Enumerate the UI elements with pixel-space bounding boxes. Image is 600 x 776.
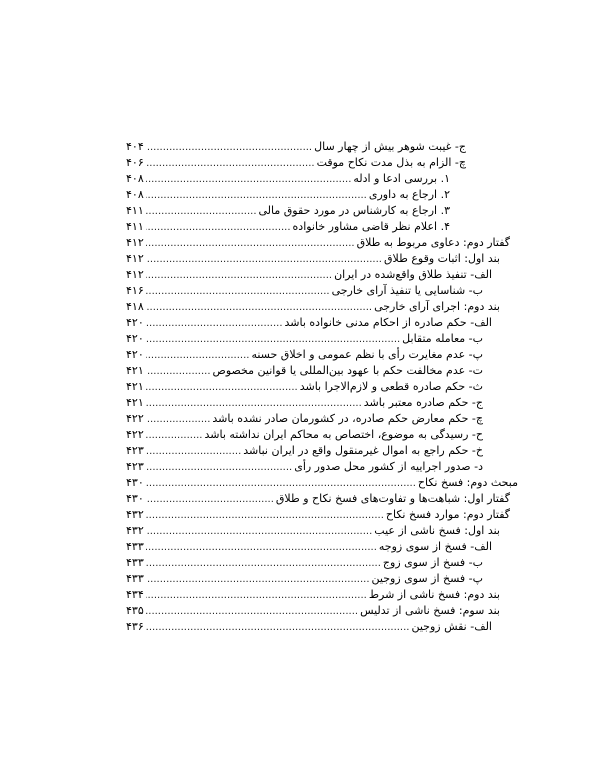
toc-entry-title: گفتار دوم: دعاوی مربوط به طلاق: [356, 236, 510, 249]
dot-leader: [146, 364, 211, 380]
toc-entry-title: ح- رسیدگی به موضوع، اختصاص به محاکم ایران نداشته باشد: [204, 428, 483, 441]
toc-entry-title: د- صدور اجراییه از کشور محل صدور رأی: [294, 460, 483, 473]
toc-row: [0, 363, 600, 379]
dot-leader: [146, 236, 355, 252]
toc-entry-title: گفتار دوم: موارد فسخ نکاح: [385, 508, 510, 521]
toc-entry-page-number: ۴۰۶: [126, 156, 144, 169]
toc-entry-page-number: ۴۳۰: [126, 476, 144, 489]
toc-entry-page-number: ۴۲۱: [126, 396, 144, 409]
toc-entry-page-number: ۴۰۸: [126, 188, 144, 201]
dot-leader: [146, 396, 362, 412]
toc-entry-title: الف- فسخ از سوی زوجه: [378, 540, 492, 553]
dot-leader: [146, 604, 358, 620]
toc-entry-title: ب- معامله متقابل: [402, 332, 483, 345]
toc-row: [0, 347, 600, 363]
dot-leader: [146, 572, 370, 588]
toc-row: [0, 523, 600, 539]
toc-row: [0, 443, 600, 459]
toc-row: [0, 315, 600, 331]
toc-entry-page-number: ۴۲۳: [126, 444, 144, 457]
toc-entry-page-number: ۴۲۰: [126, 316, 144, 329]
dot-leader: [146, 412, 211, 428]
toc-entry-page-number: ۴۳۲: [126, 508, 144, 521]
toc-row: [0, 219, 600, 235]
dot-leader: [146, 348, 250, 364]
dot-leader: [146, 252, 382, 268]
toc-entry-title: بند دوم: اجرای آرای خارجی: [374, 300, 500, 313]
toc-entry-page-number: ۴۲۰: [126, 332, 144, 345]
toc-entry-title: ب- فسخ از سوی زوج: [382, 556, 483, 569]
toc-entry-title: چ- حکم معارض حکم صادره، در کشورمان صادر نشده باشد: [212, 412, 483, 425]
toc-row: [0, 267, 600, 283]
dot-leader: [146, 444, 242, 460]
dot-leader: [146, 140, 312, 156]
toc-entry-title: ۱. بررسی ادعا و ادله: [353, 172, 450, 185]
toc-entry-page-number: ۴۱۲: [126, 268, 144, 281]
toc-entry-page-number: ۴۳۳: [126, 556, 144, 569]
toc-entry-title: الف- تنفیذ طلاق واقع‌شده در ایران: [334, 268, 492, 281]
toc-row: [0, 603, 600, 619]
toc-entry-title: گفتار اول: شباهت‌ها و تفاوت‌های فسخ نکاح و طلاق: [275, 492, 510, 505]
toc-entry-page-number: ۴۳۵: [126, 604, 144, 617]
dot-leader: [146, 460, 292, 476]
toc-entry-title: پ- فسخ از سوی زوجین: [371, 572, 483, 585]
toc-entry-page-number: ۴۲۰: [126, 348, 144, 361]
toc-row: [0, 395, 600, 411]
toc-entry-title: ۳. ارجاع به کارشناس در مورد حقوق مالی: [258, 204, 450, 217]
dot-leader: [146, 188, 367, 204]
toc-entry-page-number: ۴۲۲: [126, 412, 144, 425]
toc-entry-title: بند سوم: فسخ ناشی از تدلیس: [360, 604, 500, 617]
toc-row: [0, 251, 600, 267]
toc-row: [0, 411, 600, 427]
toc-entry-page-number: ۴۳۰: [126, 492, 144, 505]
toc-row: [0, 379, 600, 395]
toc-entry-title: پ- عدم مغایرت رأی با نظم عمومی و اخلاق حسنه: [251, 348, 483, 361]
toc-row: [0, 331, 600, 347]
toc-row: [0, 475, 600, 491]
toc-row: [0, 283, 600, 299]
dot-leader: [146, 428, 203, 444]
toc-row: [0, 539, 600, 555]
toc-row: [0, 235, 600, 251]
dot-leader: [146, 268, 332, 284]
toc-entry-title: خ- حکم راجع به اموال غیرمنقول واقع در ایران نباشد: [243, 444, 483, 457]
toc-entry-title: بند دوم: فسخ ناشی از شرط: [368, 588, 500, 601]
toc-row: [0, 587, 600, 603]
dot-leader: [146, 556, 381, 572]
toc-entry-title: ۲. ارجاع به داوری: [368, 188, 450, 201]
toc-entry-page-number: ۴۳۲: [126, 524, 144, 537]
toc-entry-title: ت- عدم مخالفت حکم با عهود بین‌المللی یا قوانین مخصوص: [212, 364, 483, 377]
toc-entry-page-number: ۴۳۶: [126, 620, 144, 633]
toc-entry-page-number: ۴۱۶: [126, 284, 144, 297]
toc-list: [0, 139, 600, 635]
toc-entry-page-number: ۴۲۱: [126, 380, 144, 393]
toc-entry-page-number: ۴۳۳: [126, 540, 144, 553]
toc-entry-title: مبحث دوم: فسخ نکاح: [417, 476, 518, 489]
toc-row: [0, 427, 600, 443]
toc-entry-title: بند اول: اثبات وقوع طلاق: [383, 252, 500, 265]
toc-row: [0, 459, 600, 475]
dot-leader: [146, 220, 291, 236]
toc-row: [0, 555, 600, 571]
toc-row: [0, 491, 600, 507]
toc-entry-title: ۴. اعلام نظر قاضی مشاور خانواده: [292, 220, 450, 233]
dot-leader: [146, 172, 352, 188]
toc-entry-page-number: ۴۱۱: [126, 220, 144, 233]
toc-entry-title: بند اول: فسخ ناشی از عیب: [374, 524, 500, 537]
toc-entry-page-number: ۴۳۳: [126, 572, 144, 585]
toc-row: [0, 299, 600, 315]
toc-entry-page-number: ۴۲۲: [126, 428, 144, 441]
dot-leader: [146, 476, 416, 492]
toc-entry-page-number: ۴۱۲: [126, 252, 144, 265]
toc-entry-page-number: ۴۱۱: [126, 204, 144, 217]
toc-entry-page-number: ۴۱۲: [126, 236, 144, 249]
dot-leader: [146, 300, 372, 316]
toc-entry-page-number: ۴۳۴: [126, 588, 144, 601]
toc-row: [0, 139, 600, 155]
dot-leader: [146, 524, 373, 540]
toc-entry-title: ث- حکم صادره قطعی و لازم‌الاجرا باشد: [299, 380, 483, 393]
toc-row: [0, 171, 600, 187]
dot-leader: [146, 316, 283, 332]
toc-entry-page-number: ۴۰۴: [126, 140, 144, 153]
toc-entry-page-number: ۴۲۳: [126, 460, 144, 473]
dot-leader: [146, 492, 274, 508]
dot-leader: [146, 284, 330, 300]
toc-entry-page-number: ۴۰۸: [126, 172, 144, 185]
toc-row: [0, 619, 600, 635]
toc-entry-title: ج- حکم صادره معتبر باشد: [363, 396, 483, 409]
toc-entry-title: ج- غیبت شوهر بیش از چهار سال: [314, 140, 466, 153]
dot-leader: [146, 508, 384, 524]
dot-leader: [146, 540, 377, 556]
dot-leader: [146, 332, 400, 348]
toc-entry-title: الف- حکم صادره از احکام مدنی خانواده باشد: [284, 316, 492, 329]
toc-entry-page-number: ۴۲۱: [126, 364, 144, 377]
toc-entry-page-number: ۴۱۸: [126, 300, 144, 313]
toc-entry-title: ب- شناسایی یا تنفیذ آرای خارجی: [331, 284, 483, 297]
toc-entry-title: الف- نقش زوجین: [411, 620, 492, 633]
toc-row: [0, 571, 600, 587]
dot-leader: [146, 380, 298, 396]
toc-row: [0, 203, 600, 219]
dot-leader: [146, 204, 257, 220]
dot-leader: [146, 156, 315, 172]
toc-row: [0, 187, 600, 203]
toc-entry-title: چ- الزام به بذل مدت نکاح موقت: [316, 156, 466, 169]
dot-leader: [146, 620, 410, 636]
toc-row: [0, 155, 600, 171]
toc-row: [0, 507, 600, 523]
dot-leader: [146, 588, 367, 604]
